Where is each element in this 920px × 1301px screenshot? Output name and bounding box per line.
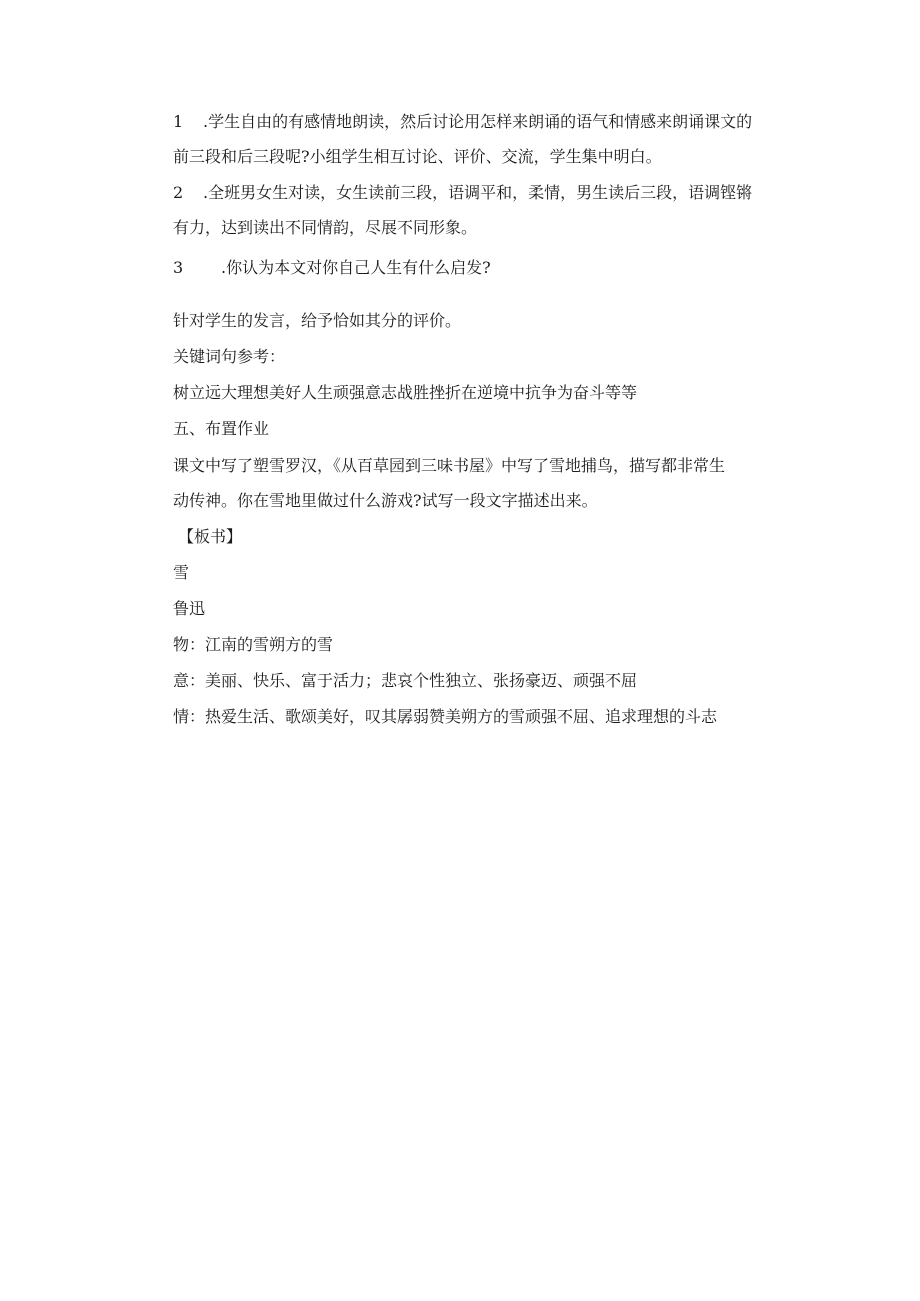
item-1-number: 1 (173, 112, 184, 131)
board-yi: 意：美丽、快乐、富于活力；悲哀个性独立、张扬豪迈、顽强不屈 (173, 671, 638, 690)
item-1-line-1 (173, 112, 752, 132)
board-wu: 物：江南的雪朔方的雪 (173, 635, 334, 654)
keywords-label: 关键词句参考： (173, 347, 286, 366)
item-1-text: .学生自由的有感情地朗读，然后讨论用怎样来朗诵的语气和情感来朗诵课文的 (203, 112, 753, 131)
item-3-text: .你认为本文对你自己人生有什么启发? (221, 258, 491, 277)
board-qing: 情：热爱生活、歌颂美好，叹其孱弱赞美朔方的雪顽强不屈、追求理想的斗志 (173, 707, 718, 726)
item-2-line-1 (173, 183, 752, 203)
item-3-number: 3 (173, 258, 184, 277)
section-5-heading: 五、布置作业 (173, 419, 270, 438)
item-3-line (173, 258, 491, 278)
item-2-text: .全班男女生对读，女生读前三段，语调平和，柔情，男生读后三段，语调铿锵 (203, 183, 753, 202)
board-heading: 【板书】 (178, 527, 243, 546)
homework-line-2: 动传神。你在雪地里做过什么游戏?试写一段文字描述出来。 (173, 491, 598, 510)
board-title: 雪 (173, 563, 190, 582)
item-2-number: 2 (173, 183, 184, 202)
item-2-line-2: 有力，达到读出不同情韵，尽展不同形象。 (173, 218, 478, 237)
homework-line-1: 课文中写了塑雪罗汉，《从百草园到三味书屋》中写了雪地捕鸟，描写都非常生 (173, 456, 726, 475)
item-1-line-2: 前三段和后三段呢?小组学生相互讨论、评价、交流，学生集中明白。 (173, 147, 662, 166)
board-author: 鲁迅 (173, 599, 206, 618)
keywords-text: 树立远大理想美好人生顽强意志战胜挫折在逆境中抗争为奋斗等等 (173, 383, 638, 402)
feedback-text: 针对学生的发言，给予恰如其分的评价。 (173, 311, 462, 330)
